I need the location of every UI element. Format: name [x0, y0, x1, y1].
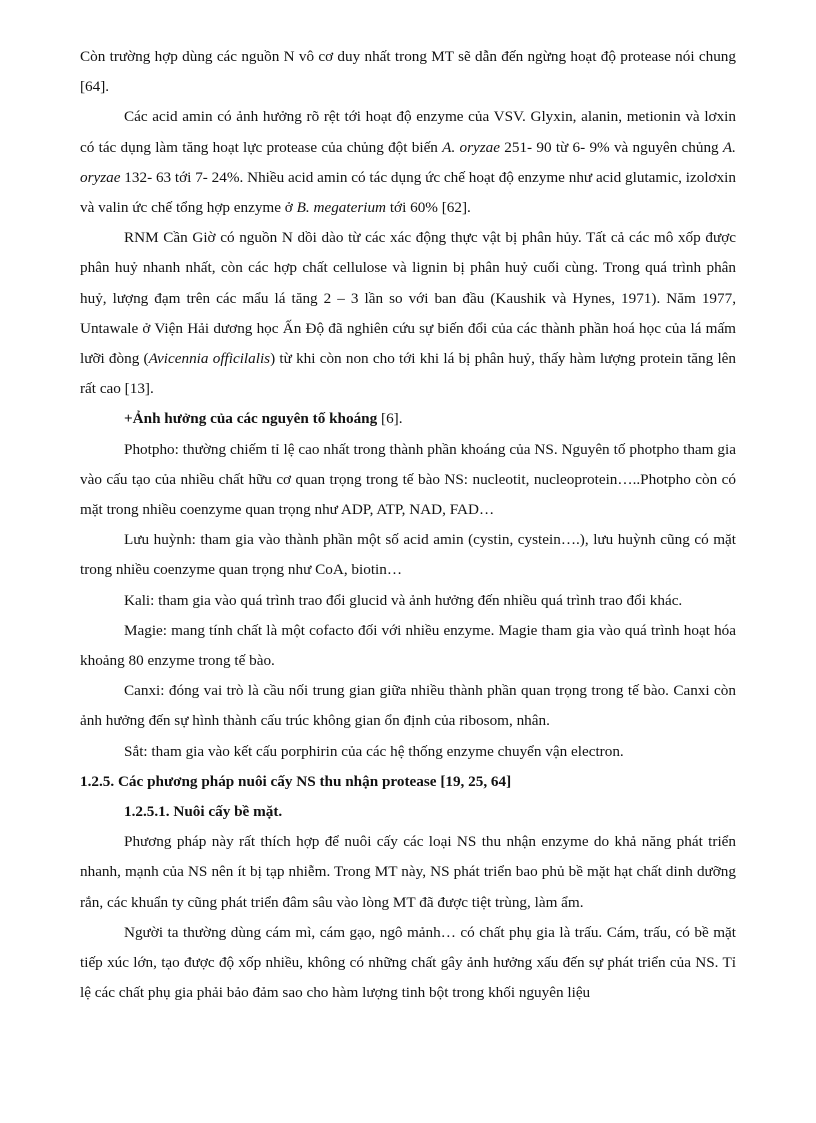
paragraph-surface-culture: Phương pháp này rất thích hợp để nuôi cấy các loại NS thu nhận enzyme do khả năng phát triển nhanh, mạnh của NS nên ít bị tạp nhiễm. Trong MT này, NS phát triển bao phủ bề mặt hạt chất dinh dưỡng rắn, các khuẩn ty cũng phát triển đâm sâu vào lòng MT đã được tiệt trùng, làm ẩm.	[80, 833, 736, 911]
paragraph-luu-huynh: Lưu huỳnh: tham gia vào thành phần một số acid amin (cystin, cystein….), lưu huỳnh cũng có mặt trong nhiều coenzyme quan trọng như CoA, biotin…	[80, 531, 736, 579]
species-name: A. oryzae	[442, 138, 500, 156]
section-heading: 1.2.5. Các phương pháp nuôi cấy NS thu nhận protease [19, 25, 64]	[80, 772, 512, 790]
paragraph-kali: Kali: tham gia vào quá trình trao đổi glucid và ảnh hưởng đến nhiều quá trình trao đổi khác.	[124, 591, 683, 609]
paragraph-sat: Sắt: tham gia vào kết cấu porphirin của các hệ thống enzyme chuyển vận electron.	[124, 742, 624, 760]
paragraph-magie: Magie: mang tính chất là một cofacto đối với nhiều enzyme. Magie tham gia vào quá trình hoạt hóa khoảng 80 enzyme trong tế bào.	[80, 621, 736, 670]
paragraph-rnm-can-gio	[80, 223, 736, 404]
text-run: Các acid amin có ảnh hưởng rõ rệt tới hoạt độ enzyme của VSV. Glyxin, alanin, metionin và lơxin có tác dụng làm tăng hoạt lực protease của chủng đột biến	[80, 108, 736, 156]
paragraph-1: Còn trường hợp dùng các nguồn N vô cơ duy nhất trong MT sẽ dẫn đến ngừng hoạt độ protease nói chung [64].	[80, 48, 736, 96]
species-name: B. megaterium	[296, 199, 387, 217]
text-run: 251- 90 từ 6- 9% và nguyên chủng	[500, 138, 723, 156]
text-run: tới 60% [62].	[386, 199, 471, 217]
text-run: ) từ khi còn non cho tới khi lá bị phân huỷ, thấy hàm lượng protein tăng lên rất cao [13].	[80, 350, 737, 398]
paragraph-canxi: Canxi: đóng vai trò là cầu nối trung gian giữa nhiều thành phần quan trọng trong tế bào. Canxi còn ảnh hưởng đến sự hình thành cấu trúc không gian ổn định của ribosom, nhân.	[80, 682, 736, 730]
species-name: Avicennia officilalis	[148, 350, 271, 368]
species-name: A. oryzae	[80, 138, 736, 186]
text-run: RNM Cần Giờ có nguồn N dồi dào từ các xác động thực vật bị phân hủy. Tất cả các mô xốp được phân huỷ nhanh nhất, còn các hợp chất cellulose và lignin bị phân huỷ cuối cùng. Trong quá trình phân huỷ, lượng đạm trên các mẩu lá tăng 2 – 3 lần so với ban đầu (Kaushik và Hynes, 1971). Năm 1977, Untawale ở Viện Hải dương học Ấn Độ đã nghiên cứu sự biến đổi của các thành phần hoá học của lá mấm lưỡi đòng (	[80, 229, 736, 368]
paragraph-substrates: Người ta thường dùng cám mì, cám gạo, ngô mảnh… có chất phụ gia là trấu. Cám, trấu, có bề mặt tiếp xúc lớn, tạo được độ xốp nhiều, không có những chất gây ảnh hưởng xấu đến sự phát triển của NS. Tỉ lệ các chất phụ gia phải bảo đảm sao cho hàm lượng tinh bột trong khối nguyên liệu	[80, 923, 736, 1002]
citation: [6].	[377, 410, 403, 428]
document-page	[80, 42, 736, 1009]
paragraph-amino-acids	[80, 102, 736, 223]
text-run: 132- 63 tới 7- 24%. Nhiều acid amin có tác dụng ức chế hoạt độ enzyme như acid glutamic, izolơxin và valin ức chế tổng hợp enzyme ở	[80, 168, 736, 217]
subheading-bold-text: +Ảnh hưởng của các nguyên tố khoáng	[124, 410, 378, 428]
paragraph-photpho: Photpho: thường chiếm tỉ lệ cao nhất trong thành phần khoáng của NS. Nguyên tố photpho tham gia vào cấu tạo của nhiều chất hữu cơ quan trọng trong tế bào NS: nucleotit, nucleoprotein…..Photpho còn có mặt trong nhiều coenzyme quan trọng như ADP, ATP, NAD, FAD…	[80, 440, 736, 519]
subsection-heading: 1.2.5.1. Nuôi cấy bề mặt.	[124, 803, 283, 821]
subheading-minerals	[80, 404, 736, 434]
